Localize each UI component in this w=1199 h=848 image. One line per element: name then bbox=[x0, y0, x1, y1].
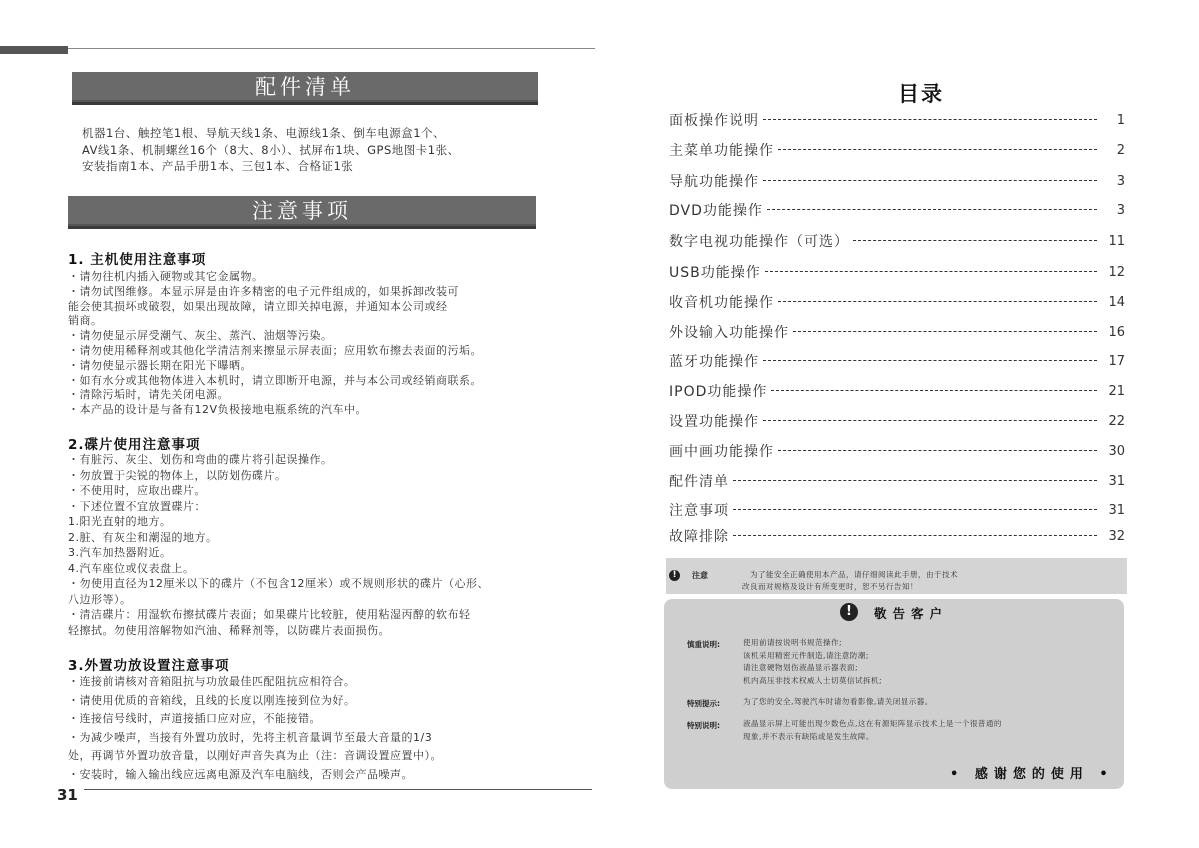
warning-line: 液晶显示屏上可能出现少数色点,这在有源矩阵显示技术上是一个很普通的 bbox=[743, 719, 1002, 728]
warning-line: 请注意硬物划伤液晶显示器表面; bbox=[743, 663, 859, 672]
accessories-line: 机器1台、触控笔1根、导航天线1条、电源线1条、倒车电源盒1个、 bbox=[82, 126, 446, 140]
toc-leader bbox=[767, 209, 1097, 210]
toc-item-label: USB功能操作 bbox=[669, 265, 761, 281]
toc-item-page: 31 bbox=[1108, 503, 1125, 518]
toc-item bbox=[669, 110, 1129, 130]
notice-line: ・安装时，输入输出线应远离电源及汽车电脑线，否则会产品噪声。 bbox=[68, 767, 413, 781]
section-heading-disc: 2.碟片使用注意事项 bbox=[68, 437, 201, 453]
notice-line: ・请勿使用稀释剂或其他化学清洁剂来擦显示屏表面；应用软布擦去表面的污垢。 bbox=[68, 343, 482, 357]
notice-line: ・勿放置于尖锐的物体上，以防划伤碟片。 bbox=[68, 468, 287, 482]
toc-item-label: 画中画功能操作 bbox=[669, 444, 774, 460]
warning-text bbox=[743, 637, 882, 687]
warning-label: 特别说明: bbox=[687, 721, 720, 730]
notice-line: 3.汽车加热器附近。 bbox=[68, 546, 172, 559]
notice-line: ・有脏污、灰尘、划伤和弯曲的碟片将引起误操作。 bbox=[68, 453, 333, 466]
notice-line: ・不使用时，应取出碟片。 bbox=[68, 484, 206, 497]
accessories-line: AV线1条、机制螺丝16个（8大、8小）、拭屏布1块、GPS地图卡1张、 bbox=[82, 142, 460, 157]
toc-leader bbox=[765, 271, 1097, 272]
toc-leader bbox=[763, 420, 1097, 421]
note-text bbox=[742, 569, 958, 593]
notice-line: 销商。 bbox=[68, 314, 103, 328]
thanks-message: • 感谢您的使用 • bbox=[950, 767, 1114, 782]
notice-line: ・连接前请核对音箱阻抗与功放最佳匹配阻抗应相符合。 bbox=[68, 675, 356, 688]
toc-item bbox=[669, 381, 1129, 401]
toc-item-label: IPOD功能操作 bbox=[669, 384, 768, 400]
toc-item-label: 导航功能操作 bbox=[669, 174, 759, 190]
notice-line: 1.阳光直射的地方。 bbox=[68, 515, 172, 528]
notice-line: 处，再调节外置功放音量，以刚好声音失真为止（注：音调设置应置中）。 bbox=[68, 749, 442, 763]
toc-item-page: 21 bbox=[1108, 384, 1125, 399]
toc-item-page: 11 bbox=[1108, 234, 1125, 249]
warning-line: 为了您的安全,驾驶汽车时请勿看影像,请关闭显示器。 bbox=[743, 697, 933, 706]
toc-item-page: 17 bbox=[1108, 354, 1125, 369]
toc-item-label: 配件清单 bbox=[669, 474, 729, 490]
notice-line: 4.汽车座位或仪表盘上。 bbox=[68, 561, 195, 575]
toc-item-page: 1 bbox=[1116, 113, 1125, 128]
header-rule bbox=[68, 48, 595, 49]
toc-item-label: 数字电视功能操作（可选） bbox=[669, 234, 849, 250]
toc-item bbox=[669, 262, 1129, 282]
toc-item-page: 32 bbox=[1108, 529, 1125, 544]
toc-item-label: 主菜单功能操作 bbox=[669, 143, 774, 159]
toc-item-page: 22 bbox=[1108, 414, 1125, 429]
toc-item bbox=[669, 171, 1129, 191]
toc-item bbox=[669, 526, 1129, 546]
toc-leader bbox=[763, 180, 1097, 181]
toc-item bbox=[669, 471, 1129, 491]
warning-label: 慎重说明: bbox=[687, 640, 720, 649]
toc-item-page: 2 bbox=[1116, 143, 1125, 158]
notice-line: ・本产品的设计是与备有12V负极接地电瓶系统的汽车中。 bbox=[68, 403, 368, 417]
toc-item-page: 30 bbox=[1108, 444, 1125, 459]
toc-leader bbox=[793, 331, 1097, 332]
toc-item bbox=[669, 200, 1129, 220]
disc-notice-list bbox=[68, 452, 489, 638]
toc-leader bbox=[733, 535, 1097, 536]
warning-text bbox=[743, 718, 1002, 743]
section-heading-host: 1. 主机使用注意事项 bbox=[68, 252, 207, 268]
note-label: 注意 bbox=[692, 571, 708, 580]
notice-line: ・连接信号线时，声道接插口应对应，不能接错。 bbox=[68, 712, 321, 726]
toc-item-page: 12 bbox=[1108, 265, 1125, 280]
notice-line: ・请勿试图维修。本显示屏是由许多精密的电子元件组成的，如果拆卸改装可 bbox=[68, 284, 459, 298]
toc-item-label: 蓝牙功能操作 bbox=[669, 354, 759, 370]
toc-leader bbox=[778, 450, 1097, 451]
toc-title: 目录 bbox=[898, 82, 944, 106]
toc-item bbox=[669, 441, 1129, 461]
toc-item-page: 3 bbox=[1116, 203, 1125, 218]
toc-item-label: 故障排除 bbox=[669, 529, 729, 545]
notice-line: ・如有水分或其他物体进入本机时，请立即断开电源，并与本公司或经销商联系。 bbox=[68, 373, 482, 387]
notice-line: ・请使用优质的音箱线，且线的长度以刚连接到位为好。 bbox=[68, 693, 356, 707]
exclamation-icon: ! bbox=[669, 570, 680, 581]
customer-warning-box bbox=[664, 599, 1124, 789]
header-accent-bar bbox=[0, 46, 68, 54]
toc-item-label: DVD功能操作 bbox=[669, 203, 763, 219]
toc-leader bbox=[853, 240, 1097, 241]
toc-leader bbox=[733, 509, 1097, 510]
toc-item bbox=[669, 231, 1129, 251]
notice-line: 八边形等）。 bbox=[68, 592, 132, 606]
toc-item bbox=[669, 140, 1129, 160]
warning-label: 特别提示: bbox=[687, 699, 720, 708]
notice-line: ・下述位置不宜放置碟片： bbox=[68, 499, 206, 513]
toc-item-page: 31 bbox=[1108, 474, 1125, 489]
toc-leader bbox=[778, 149, 1097, 150]
toc-item-label: 收音机功能操作 bbox=[669, 295, 774, 311]
notice-line: ・勿使用直径为12厘米以下的碟片（不包含12厘米）或不规则形状的碟片（心形、 bbox=[68, 577, 489, 590]
notice-line: ・请勿使显示屏受潮气、灰尘、蒸汽、油烟等污染。 bbox=[68, 329, 333, 343]
warning-line: 机内高压非技术权威人士切莫信试拆机; bbox=[743, 675, 883, 685]
toc-leader bbox=[771, 390, 1097, 391]
toc-item-page: 16 bbox=[1108, 325, 1125, 340]
toc-leader bbox=[763, 119, 1097, 120]
accessories-line: 安装指南1本、产品手册1本、三包1本、合格证1张 bbox=[82, 159, 354, 173]
notice-line: ・清除污垢时，请先关闭电源。 bbox=[68, 388, 229, 402]
notice-line: 2.脏、有灰尘和潮湿的地方。 bbox=[68, 530, 218, 544]
notice-title: 注意事项 bbox=[68, 196, 536, 226]
toc-item bbox=[669, 500, 1129, 520]
toc-item bbox=[669, 411, 1129, 431]
note-line: 为了能安全正确使用本产品，请仔细阅读此手册，由于技术 bbox=[750, 570, 958, 579]
notice-line: ・请勿使显示器长期在阳光下曝晒。 bbox=[68, 358, 252, 372]
toc-item-label: 外设输入功能操作 bbox=[669, 325, 789, 341]
notice-line: ・清洁碟片：用湿软布擦拭碟片表面；如果碟片比较脏，使用粘湿丙醇的软布轻 bbox=[68, 608, 471, 621]
warning-line: 现象,并不表示有缺陷或是发生故障。 bbox=[743, 731, 874, 741]
section-heading-amplifier: 3.外置功放设置注意事项 bbox=[68, 658, 230, 674]
amplifier-notice-list bbox=[68, 673, 442, 785]
warning-text bbox=[743, 696, 933, 709]
footer-rule bbox=[84, 789, 592, 790]
toc-item-label: 面板操作说明 bbox=[669, 113, 759, 129]
notice-line: 能会使其损坏或破裂，如果出现故障，请立即关掉电源，并通知本公司或经 bbox=[68, 299, 448, 313]
warning-line: 使用前请按说明书规范操作; bbox=[743, 638, 843, 647]
toc-leader bbox=[778, 301, 1097, 302]
page-number: 31 bbox=[57, 786, 78, 804]
warning-title: 敬告客户 bbox=[874, 606, 949, 621]
notice-line: 轻擦拭。勿使用溶解物如汽油、稀释剂等，以防碟片表面损伤。 bbox=[68, 623, 390, 637]
toc-leader bbox=[733, 480, 1097, 481]
toc-item bbox=[669, 351, 1129, 371]
note-line: 改良而对规格及设计有所变更时，恕不另行告知！ bbox=[742, 582, 918, 591]
notice-line: ・为减少噪声，当接有外置功放时，先将主机音量调节至最大音量的1/3 bbox=[68, 730, 433, 744]
warning-line: 该机采用精密元件制造,请注意防潮; bbox=[743, 650, 869, 660]
toc-item bbox=[669, 322, 1129, 342]
toc-item bbox=[669, 292, 1129, 312]
notice-line: ・请勿往机内插入硬物或其它金属物。 bbox=[68, 270, 264, 283]
toc-leader bbox=[763, 360, 1097, 361]
toc-item-page: 14 bbox=[1108, 295, 1125, 310]
toc-item-label: 注意事项 bbox=[669, 503, 729, 519]
accessories-list bbox=[82, 125, 460, 175]
accessories-title: 配件清单 bbox=[72, 72, 538, 102]
toc-item-label: 设置功能操作 bbox=[669, 414, 759, 430]
exclamation-icon: ! bbox=[840, 603, 858, 621]
host-notice-list bbox=[68, 270, 482, 418]
toc-item-page: 3 bbox=[1116, 174, 1125, 189]
